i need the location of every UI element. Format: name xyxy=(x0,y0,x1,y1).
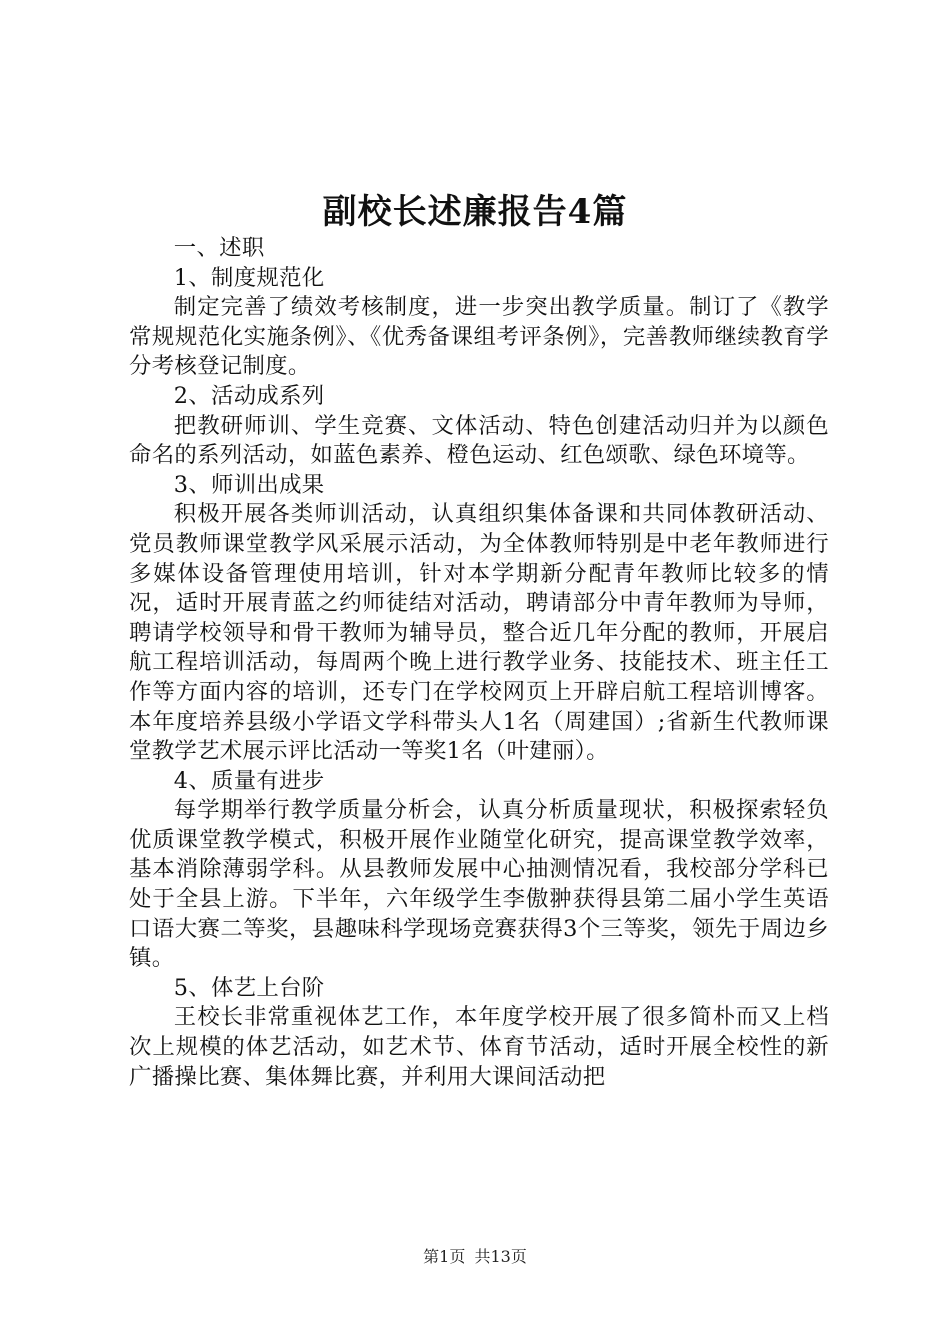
page-footer xyxy=(0,1244,950,1267)
body-paragraph: 制定完善了绩效考核制度，进一步突出教学质量。制订了《教学常规规范化实施条例》、《优秀备课组考评条例》，完善教师继续教育学分考核登记制度。 xyxy=(129,294,829,380)
section-heading: 1、制度规范化 xyxy=(173,264,325,291)
page-number: 第1页 xyxy=(423,1247,466,1266)
section-heading: 4、质量有进步 xyxy=(173,767,325,794)
body-paragraph: 积极开展各类师训活动，认真组织集体备课和共同体教研活动、党员教师课堂教学风采展示活动，为全体教师特别是中老年教师进行多媒体设备管理使用培训，针对本学期新分配青年教师比较多的情况，适时开展青蓝之约师徒结对活动，聘请部分中青年教师为导师，聘请学校领导和骨干教师为辅导员，整合近几年分配的教师，开展启航工程培训活动，每周两个晚上进行教学业务、技能技术、班主任工作等方面内容的培训，还专门在学校网页上开辟启航工程培训博客。本年度培养县级小学语文学科带头人1名（周建国）;省新生代教师课堂教学艺术展示评比活动一等奖1名（叶建丽）。 xyxy=(129,501,829,765)
section-heading: 一、述职 xyxy=(173,235,265,261)
section-heading: 2、活动成系列 xyxy=(173,382,325,409)
document-body xyxy=(129,234,829,1092)
section-heading: 3、师训出成果 xyxy=(173,471,325,498)
body-paragraph: 王校长非常重视体艺工作，本年度学校开展了很多简朴而又上档次上规模的体艺活动，如艺术节、体育节活动，适时开展全校性的新广播操比赛、集体舞比赛，并利用大课间活动把 xyxy=(129,1004,829,1090)
body-paragraph: 把教研师训、学生竞赛、文体活动、特色创建活动归并为以颜色命名的系列活动，如蓝色素养、橙色运动、红色颂歌、绿色环境等。 xyxy=(129,412,829,469)
document-title: 副校长述廉报告4篇 xyxy=(322,192,628,232)
section-heading: 5、体艺上台阶 xyxy=(173,974,325,1001)
body-paragraph: 每学期举行教学质量分析会，认真分析质量现状，积极探索轻负优质课堂教学模式，积极开展作业随堂化研究，提高课堂教学效率，基本消除薄弱学科。从县教师发展中心抽测情况看，我校部分学科已处于全县上游。下半年，六年级学生李傲翀获得县第二届小学生英语口语大赛二等奖，县趣味科学现场竞赛获得3个三等奖，领先于周边乡镇。 xyxy=(129,797,829,972)
page-total: 共13页 xyxy=(474,1247,527,1266)
